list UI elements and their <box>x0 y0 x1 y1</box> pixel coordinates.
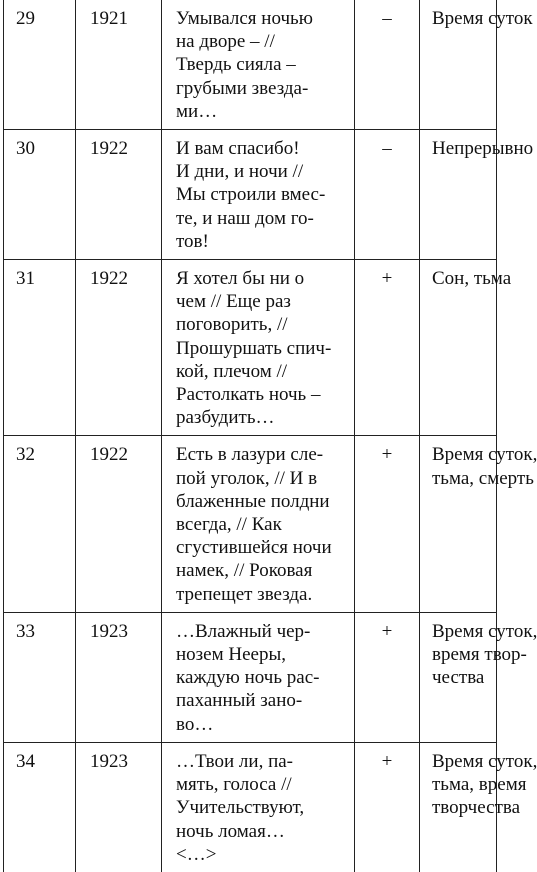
theme-line: Время суток, <box>432 620 537 642</box>
row-year: 1921 <box>76 0 162 130</box>
row-number: 34 <box>4 742 76 872</box>
quote-line: ми… <box>176 100 218 122</box>
row-mark: + <box>355 612 420 742</box>
poems-table <box>3 0 537 872</box>
theme-line: Время суток, <box>432 444 537 466</box>
quote-line: ночь ломая… <box>176 820 285 842</box>
quote-line: намек, // Роковая <box>176 560 313 582</box>
table-row <box>4 742 497 872</box>
row-number: 31 <box>4 260 76 436</box>
theme-line: Непрерывно <box>432 138 534 160</box>
quote-line: Я хотел бы ни о <box>176 268 305 290</box>
quote-line: блаженные полдни <box>176 490 330 512</box>
quote-line: нозем Нееры, <box>176 644 286 666</box>
row-mark: – <box>355 130 420 260</box>
theme-line: Сон, тьма <box>432 268 512 290</box>
poems-table-body <box>4 0 537 872</box>
quote-line: Есть в лазури сле- <box>176 444 324 466</box>
quote-line: грубыми звезда- <box>176 77 309 99</box>
quote-line: трепещет звезда. <box>176 583 313 605</box>
row-year: 1923 <box>76 612 162 742</box>
row-quote <box>162 0 355 130</box>
quote-line: на дворе – // <box>176 31 275 53</box>
quote-line: Твердь сияла – <box>176 54 296 76</box>
table-row <box>4 436 497 612</box>
quote-line: сгустившейся ночи <box>176 537 332 559</box>
quote-line: Умывался ночью <box>176 8 313 29</box>
quote-line: паханный зано- <box>176 690 303 712</box>
quote-line: Учительствуют, <box>176 797 305 819</box>
row-theme <box>420 742 537 872</box>
quote-line: каждую ночь рас- <box>176 667 320 689</box>
row-theme <box>420 0 533 130</box>
quote-line: …Твои ли, па- <box>176 750 293 772</box>
quote-line: всегда, // Как <box>176 514 282 536</box>
table-row <box>4 260 497 436</box>
row-year: 1922 <box>76 260 162 436</box>
theme-line: Время суток <box>432 8 533 29</box>
theme-line: тьма, время <box>432 774 527 796</box>
quote-line: во… <box>176 713 214 735</box>
row-mark: + <box>355 260 420 436</box>
quote-line: чем // Еще раз <box>176 291 291 313</box>
row-theme <box>420 260 512 436</box>
quote-line: И вам спасибо! <box>176 138 300 160</box>
row-quote <box>162 436 355 612</box>
row-number: 29 <box>4 0 76 130</box>
row-quote <box>162 130 355 260</box>
row-theme <box>420 130 534 260</box>
row-number: 33 <box>4 612 76 742</box>
row-year: 1922 <box>76 130 162 260</box>
quote-line: <…> <box>176 843 217 865</box>
quote-line: Прошуршать спич- <box>176 337 332 359</box>
quote-line: И дни, и ночи // <box>176 161 304 183</box>
quote-line: тов! <box>176 230 209 252</box>
row-theme <box>420 612 537 742</box>
table-row <box>4 612 497 742</box>
row-quote <box>162 612 355 742</box>
row-quote <box>162 260 355 436</box>
theme-line: тьма, смерть <box>432 467 534 489</box>
quote-line: поговорить, // <box>176 314 288 336</box>
quote-line: Растолкать ночь – <box>176 384 321 406</box>
row-year: 1922 <box>76 436 162 612</box>
row-theme <box>420 436 537 612</box>
quote-line: …Влажный чер- <box>176 620 311 642</box>
theme-line: чества <box>432 667 485 689</box>
quote-line: разбудить… <box>176 407 275 429</box>
quote-line: кой, плечом // <box>176 360 288 382</box>
theme-line: Время суток, <box>432 750 537 772</box>
quote-line: те, и наш дом го- <box>176 207 314 229</box>
row-quote <box>162 742 355 872</box>
table-row <box>4 0 497 130</box>
row-mark: + <box>355 436 420 612</box>
table-row <box>4 130 497 260</box>
row-mark: + <box>355 742 420 872</box>
theme-line: время твор- <box>432 644 527 666</box>
theme-line: творчества <box>432 797 521 819</box>
quote-line: пой уголок, // И в <box>176 467 318 489</box>
row-number: 32 <box>4 436 76 612</box>
row-mark: – <box>355 0 420 130</box>
row-year: 1923 <box>76 742 162 872</box>
quote-line: Мы строили вмес- <box>176 184 326 206</box>
row-number: 30 <box>4 130 76 260</box>
quote-line: мять, голоса // <box>176 774 292 796</box>
